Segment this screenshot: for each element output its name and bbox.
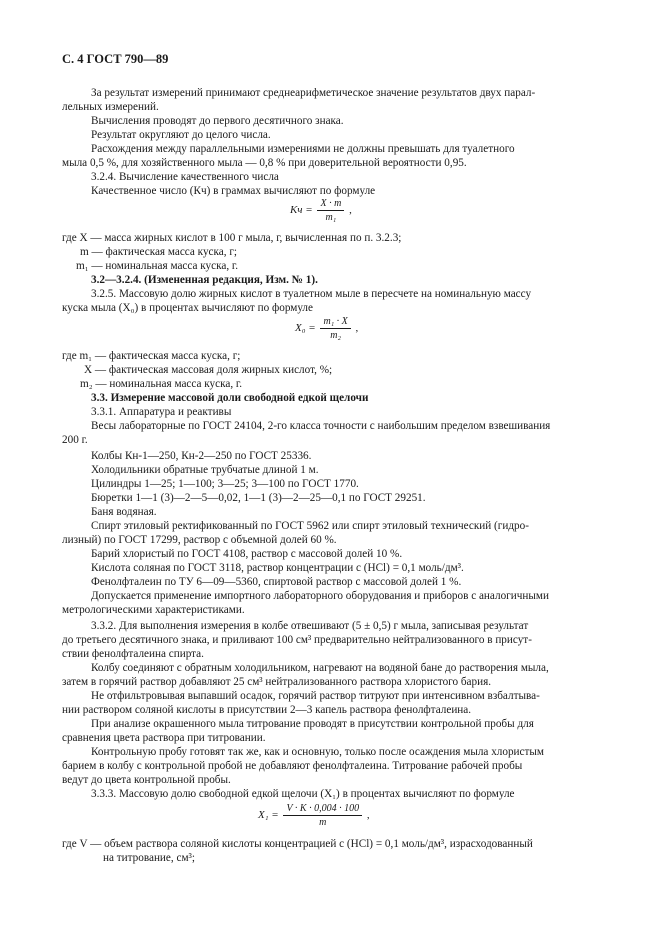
- amendment-note: 3.2—3.2.4. (Измененная редакция, Изм. № 1).: [91, 274, 318, 286]
- text-line: где V — объем раствора соляной кислоты концентрацией с (HCl) = 0,1 моль/дм³, израсходованный: [62, 838, 533, 850]
- formula-denominator: m₁: [317, 210, 344, 223]
- text-line: m — фактическая масса куска, г;: [80, 246, 238, 258]
- formula-tail: ,: [366, 809, 370, 822]
- text-line: Весы лабораторные по ГОСТ 24104, 2-го класса точности с наибольшим пределом взвешивания: [91, 420, 551, 432]
- text-line: Барий хлористый по ГОСТ 4108, раствор с массовой долей 10 %.: [91, 548, 403, 560]
- text-line: сравнения цвета раствора при титровании.: [62, 732, 266, 744]
- text-line: 3.3.3. Массовую долю свободной едкой щелочи (X₁) в процентах вычисляют по формуле: [91, 788, 515, 800]
- formula-fraction: [317, 198, 344, 223]
- text-line: Колбы Кн-1—250, Кн-2—250 по ГОСТ 25336.: [91, 450, 312, 462]
- text-line: Не отфильтровывая выпавший осадок, горячий раствор титруют при интенсивном взбалтыва-: [91, 690, 540, 702]
- formula-fraction: [283, 803, 362, 828]
- text-line: Кислота соляная по ГОСТ 3118, раствор концентрации с (HCl) = 0,1 моль/дм³.: [91, 562, 464, 574]
- text-line: Холодильники обратные трубчатые длиной 1 м.: [91, 464, 319, 476]
- text-line: мыла 0,5 %, для хозяйственного мыла — 0,8 % при доверительной вероятности 0,95.: [62, 157, 467, 169]
- text-line: Допускается применение импортного лабораторного оборудования и приборов с аналогичными: [91, 590, 549, 602]
- text-line: Колбу соединяют с обратным холодильником, нагревают на водяной бане до растворения мыла,: [91, 662, 549, 674]
- formula-numerator: m₁ · X: [323, 316, 348, 327]
- text-line: нии раствором соляной кислоты в присутствии 2—3 капель раствора фенолфталеина.: [62, 704, 472, 716]
- text-line: Качественное число (Кч) в граммах вычисляют по формуле: [91, 185, 376, 197]
- text-line: на титрование, см³;: [103, 852, 195, 864]
- section-heading: 3.3. Измерение массовой доли свободной едкой щелочи: [91, 392, 369, 404]
- text-line: Вычисления проводят до первого десятичного знака.: [91, 115, 344, 127]
- formula-denominator: m: [283, 815, 362, 828]
- text-line: Фенолфталеин по ТУ 6—09—5360, спиртовой раствор с массовой долей 1 %.: [91, 576, 462, 588]
- formula-x0: [295, 316, 358, 341]
- text-line: лизный) по ГОСТ 17299, раствор с объемной долей 60 %.: [62, 534, 337, 546]
- text-line: затем в горячий раствор добавляют 25 см³ нейтрализованного раствора хлористого бария.: [62, 676, 492, 688]
- text-line: Цилиндры 1—25; 1—100; 3—25; 3—100 по ГОСТ 1770.: [91, 478, 359, 490]
- formula-fraction: [320, 316, 350, 341]
- formula-quality-number: [290, 198, 352, 223]
- text-line: где X — масса жирных кислот в 100 г мыла, г, вычисленная по п. 3.2.3;: [62, 232, 402, 244]
- formula-denominator: m₂: [320, 328, 350, 341]
- text-line: 3.3.1. Аппаратура и реактивы: [91, 406, 232, 418]
- formula-lhs: X₁ =: [258, 809, 279, 821]
- text-line: 3.3.2. Для выполнения измерения в колбе отвешивают (5 ± 0,5) г мыла, записывая результат: [91, 620, 529, 632]
- formula-lhs: X₀ =: [295, 322, 316, 334]
- formula-numerator: V · K · 0,004 · 100: [286, 803, 360, 814]
- text-line: куска мыла (X₀) в процентах вычисляют по формуле: [62, 302, 313, 314]
- text-line: Бюретки 1—1 (3)—2—5—0,02, 1—1 (3)—2—25—0,1 по ГОСТ 29251.: [91, 492, 426, 504]
- formula-lhs: Кч =: [290, 204, 313, 216]
- section-heading: 3.2.4. Вычисление качественного числа: [91, 171, 279, 183]
- formula-tail: ,: [355, 322, 359, 335]
- formula-x1: [258, 803, 370, 828]
- text-line: лельных измерений.: [62, 101, 159, 113]
- text-line: метрологическими характеристиками.: [62, 604, 245, 616]
- text-line: ствии фенолфталеина спирта.: [62, 648, 204, 660]
- formula-tail: ,: [349, 204, 352, 217]
- text-line: Расхождения между параллельными измерениями не должны превышать для туалетного: [91, 143, 515, 155]
- text-line: до третьего десятичного знака, и приливают 100 см³ предварительно нейтрализованного в присут-: [62, 634, 532, 646]
- text-line: Результат округляют до целого числа.: [91, 129, 271, 141]
- text-line: Контрольную пробу готовят так же, как и основную, только после осаждения мыла хлористым: [91, 746, 544, 758]
- formula-numerator: X · m: [320, 198, 342, 209]
- text-line: 3.2.5. Массовую долю жирных кислот в туалетном мыле в пересчете на номинальную массу: [91, 288, 532, 300]
- text-line: 200 г.: [62, 434, 88, 446]
- text-line: где m₁ — фактическая масса куска, г;: [62, 350, 241, 362]
- text-line: За результат измерений принимают среднеарифметическое значение результатов двух парал-: [91, 87, 536, 99]
- text-line: m₁ — номинальная масса куска, г.: [76, 260, 239, 272]
- text-line: m₂ — номинальная масса куска, г.: [80, 378, 243, 390]
- page-header: С. 4 ГОСТ 790—89: [62, 52, 169, 66]
- text-line: Спирт этиловый ректификованный по ГОСТ 5962 или спирт этиловый технический (гидро-: [91, 520, 529, 532]
- text-line: ведут до цвета контрольной пробы.: [62, 774, 231, 786]
- text-line: При анализе окрашенного мыла титрование проводят в присутствии контрольной пробы для: [91, 718, 534, 730]
- text-line: X — фактическая массовая доля жирных кислот, %;: [84, 364, 333, 376]
- text-line: Баня водяная.: [91, 506, 157, 518]
- text-line: барием в колбу с контрольной пробой не добавляют фенолфталеина. Титрование рабочей пробы: [62, 760, 523, 772]
